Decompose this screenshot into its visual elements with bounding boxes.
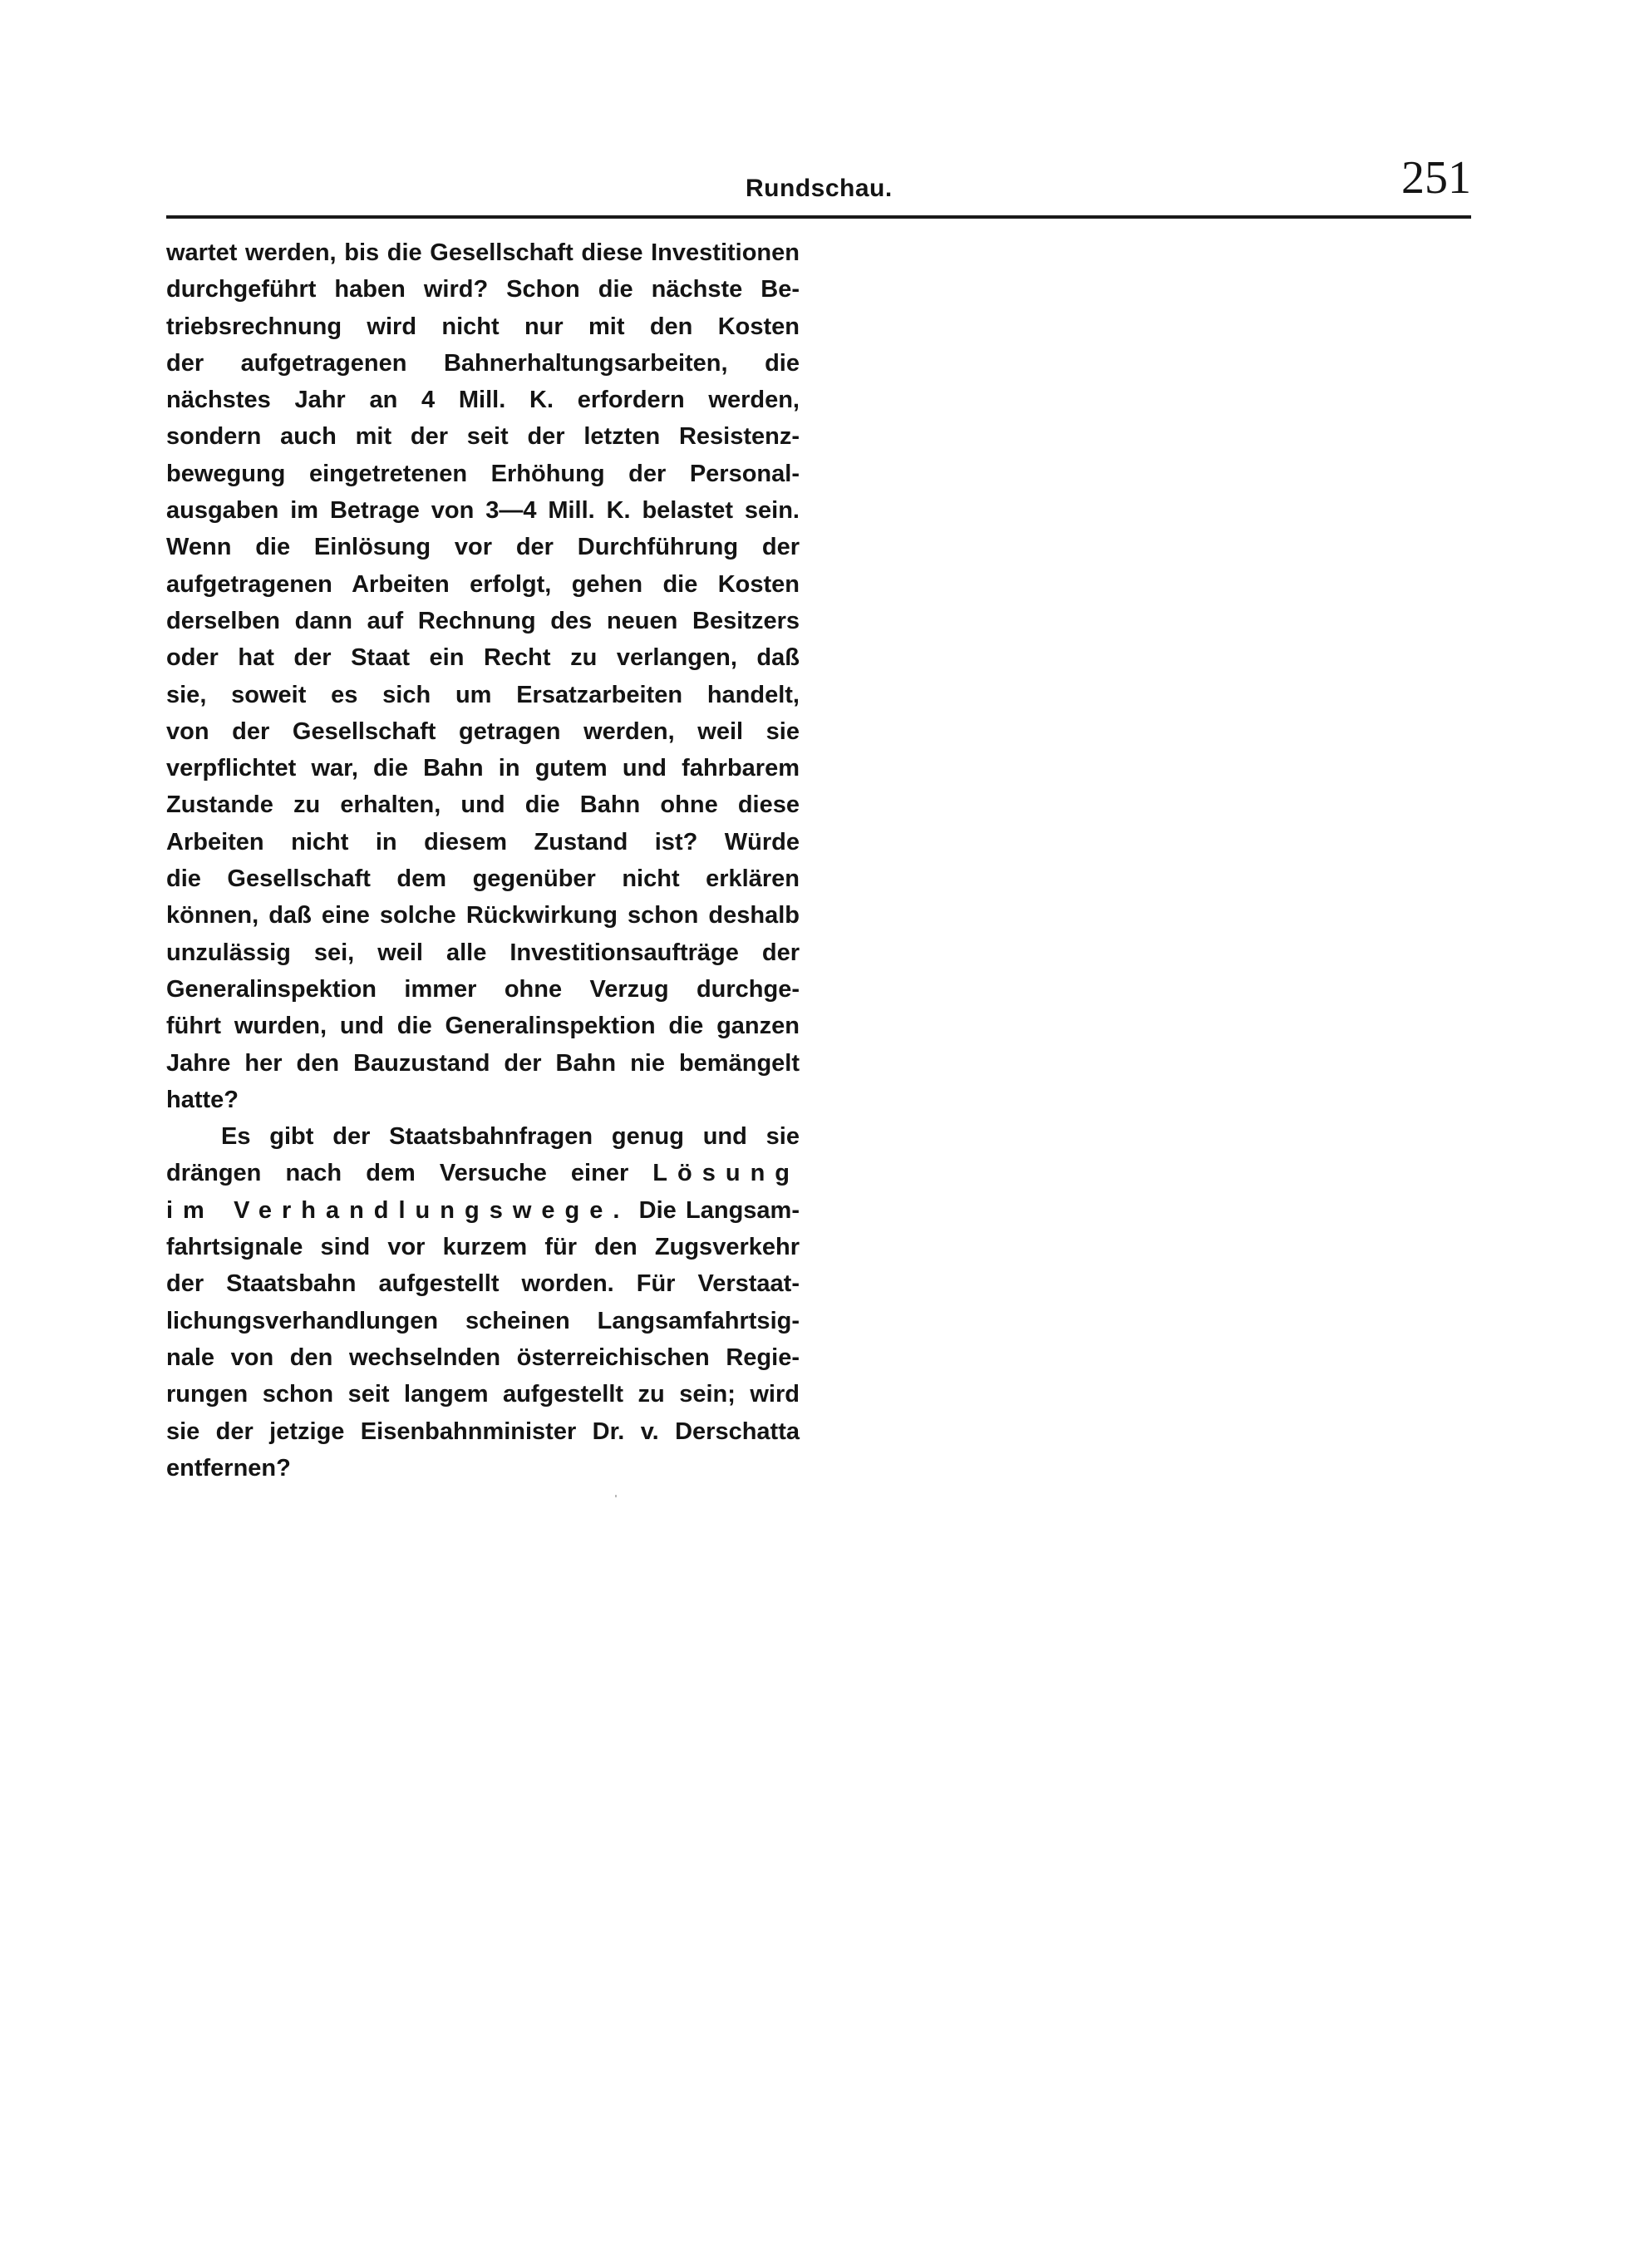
- text-line: rungen schon seit langem aufgestellt zu sein; wird: [166, 1381, 800, 1408]
- text-line: Generalinspektion immer ohne Verzug durchge-: [166, 975, 800, 1003]
- text-line: derselben dann auf Rechnung des neuen Besitzers: [166, 607, 800, 634]
- emphasis-spaced: im Verhandlungswege.: [166, 1196, 630, 1224]
- text-line: unzulässig sei, weil alle Investitionsaufträge der: [166, 939, 800, 966]
- page-header: [166, 152, 1471, 224]
- text-line: sondern auch mit der seit der letzten Resistenz-: [166, 423, 800, 451]
- text-span: drängen nach dem Versuche einer: [166, 1160, 629, 1187]
- running-head: Rundschau.: [746, 175, 893, 202]
- text-span: Die Langsam-: [638, 1196, 800, 1224]
- text-line: [166, 1192, 800, 1229]
- text-line: der Staatsbahn aufgestellt worden. Für Verstaat-: [166, 1270, 800, 1298]
- text-line: sie der jetzige Eisenbahnminister Dr. v. Derschatta: [166, 1418, 800, 1445]
- text-line: oder hat der Staat ein Recht zu verlangen, daß: [166, 644, 800, 672]
- text-line: Arbeiten nicht in diesem Zustand ist? Würde: [166, 828, 800, 855]
- text-column: [166, 234, 800, 1487]
- paragraph-1: [166, 234, 800, 1118]
- text-line: der aufgetragenen Bahnerhaltungsarbeiten, die: [166, 349, 800, 377]
- text-line: nächstes Jahr an 4 Mill. K. erfordern werden,: [166, 387, 800, 414]
- emphasis-spaced: Lösung: [652, 1160, 800, 1187]
- text-line: von der Gesellschaft getragen werden, weil sie: [166, 717, 800, 745]
- page-number: 251: [1401, 152, 1471, 204]
- text-line: aufgetragenen Arbeiten erfolgt, gehen die Kosten: [166, 570, 800, 598]
- text-line: entfernen?: [166, 1454, 291, 1482]
- text-line: Jahre her den Bauzustand der Bahn nie bemängelt: [166, 1049, 800, 1077]
- text-line: lichungsverhandlungen scheinen Langsamfahrtsig-: [166, 1307, 800, 1334]
- text-line: Es gibt der Staatsbahnfragen genug und sie: [221, 1123, 800, 1151]
- scan-speck: [615, 1495, 617, 1497]
- header-rule: [166, 215, 1471, 219]
- text-line: verpflichtet war, die Bahn in gutem und fahrbarem: [166, 755, 800, 782]
- text-line: [166, 1155, 800, 1191]
- text-line: wartet werden, bis die Gesellschaft diese Investitionen: [166, 239, 800, 266]
- text-line: sie, soweit es sich um Ersatzarbeiten handelt,: [166, 681, 800, 708]
- text-line: die Gesellschaft dem gegenüber nicht erklären: [166, 865, 800, 893]
- text-line: durchgeführt haben wird? Schon die nächste Be-: [166, 276, 800, 303]
- text-line: Wenn die Einlösung vor der Durchführung der: [166, 534, 800, 561]
- text-line: bewegung eingetretenen Erhöhung der Personal-: [166, 460, 800, 487]
- text-line: können, daß eine solche Rückwirkung schon deshalb: [166, 902, 800, 929]
- text-line: hatte?: [166, 1086, 239, 1113]
- text-line: triebsrechnung wird nicht nur mit den Kosten: [166, 313, 800, 340]
- text-line: ausgaben im Betrage von 3—4 Mill. K. belastet sein.: [166, 497, 800, 525]
- text-line: nale von den wechselnden österreichischen Regie-: [166, 1344, 800, 1371]
- text-line: führt wurden, und die Generalinspektion die ganzen: [166, 1013, 800, 1040]
- paragraph-2: [166, 1118, 800, 1487]
- text-line: fahrtsignale sind vor kurzem für den Zugsverkehr: [166, 1234, 800, 1261]
- text-line: Zustande zu erhalten, und die Bahn ohne diese: [166, 791, 800, 819]
